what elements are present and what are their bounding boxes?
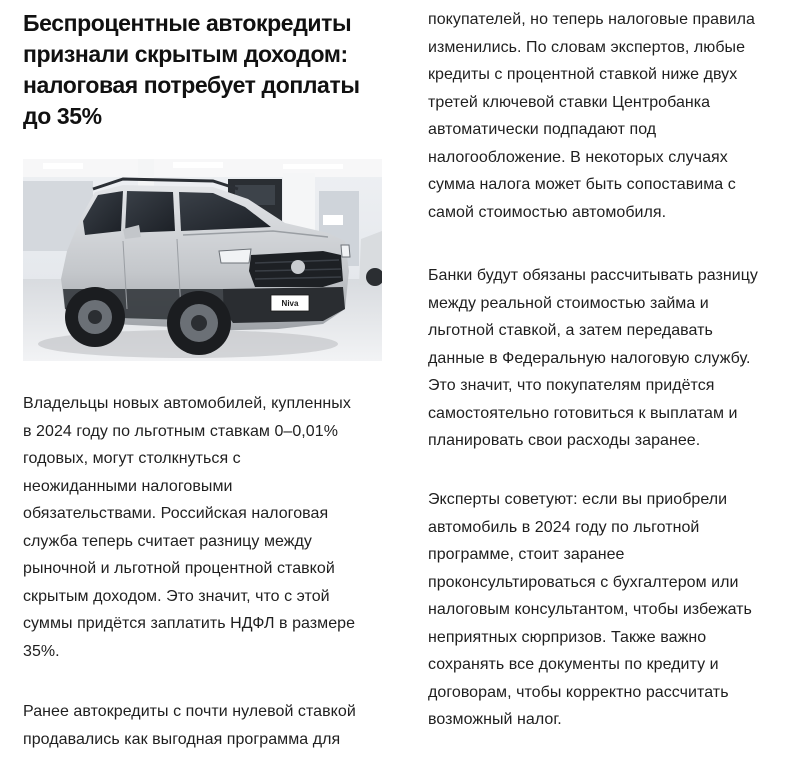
car-illustration (23, 159, 382, 361)
text-line: в 2024 году по льготным ставкам 0–0,01% (23, 422, 338, 440)
left-column (0, 0, 403, 758)
title-line: до 35% (23, 103, 102, 129)
text-line: Ранее автокредиты с почти нулевой ставкой (23, 703, 356, 720)
car-photo (23, 159, 382, 361)
plate-badge: Niva (281, 299, 299, 308)
text-line: налогообложение. В некоторых случаях (428, 148, 728, 166)
text-line: Банки будут обязаны рассчитывать разницу (428, 267, 758, 284)
text-line: скрытым доходом. Это значит, что с этой (23, 587, 330, 605)
text-line: Владельцы новых автомобилей, купленных (23, 395, 351, 412)
text-line: проконсультироваться с бухгалтером или (428, 573, 739, 591)
text-line: обязательствами. Российская налоговая (23, 505, 329, 522)
text-line: годовых, могут столкнуться с (23, 450, 241, 467)
text-line: самой стоимостью автомобиля. (428, 203, 667, 221)
text-line: неожиданными налоговыми (23, 477, 233, 495)
text-line: льготной ставкой, а затем передавать (428, 322, 713, 339)
text-line: налоговым консультантом, чтобы избежать (428, 601, 752, 618)
text-line: служба теперь считает разницу между (23, 532, 312, 550)
text-line: 35%. (23, 642, 60, 660)
text-line: автомобиль в 2024 году по льготной (428, 518, 700, 536)
text-line: программе, стоит заранее (428, 546, 625, 563)
text-line: суммы придётся заплатить НДФЛ в размере (23, 615, 356, 632)
text-line: автоматически подпадают под (428, 121, 657, 138)
text-line: сохранять все документы по кредиту и (428, 656, 719, 673)
text-line: возможный налог. (428, 711, 562, 728)
text-line: рыночной и льготной процентной ставкой (23, 560, 335, 577)
text-line: планировать свои расходы заранее. (428, 432, 701, 449)
paragraph-banks (428, 262, 800, 455)
text-line: изменились. По словам экспертов, любые (428, 38, 746, 56)
text-line: данные в Федеральную налоговую службу. (428, 349, 751, 367)
title-line: налоговая потребует доплаты (23, 72, 360, 98)
text-line: между реальной стоимостью займа и (428, 294, 709, 312)
paragraph-history (23, 698, 398, 753)
paragraph-advice (428, 486, 800, 734)
text-line: третей ключевой ставки Центробанка (428, 93, 711, 111)
right-column (406, 0, 811, 758)
text-line: неприятных сюрпризов. Также важно (428, 628, 707, 646)
text-line: самостоятельно готовиться к выплатам и (428, 404, 738, 422)
article-title (23, 8, 385, 132)
paragraph-continuation (428, 6, 800, 226)
text-line: покупателей, но теперь налоговые правила (428, 11, 756, 28)
text-line: сумма налога может быть сопоставима с (428, 176, 736, 193)
title-line: признали скрытым доходом: (23, 41, 348, 67)
text-line: кредиты с процентной ставкой ниже двух (428, 66, 738, 83)
text-line: договорам, чтобы корректно рассчитать (428, 683, 729, 701)
text-line: Это значит, что покупателям придётся (428, 377, 715, 394)
text-line: Эксперты советуют: если вы приобрели (428, 491, 728, 508)
title-line: Беспроцентные автокредиты (23, 10, 352, 36)
text-line: продавались как выгодная программа для (23, 730, 341, 748)
paragraph-intro (23, 390, 385, 665)
